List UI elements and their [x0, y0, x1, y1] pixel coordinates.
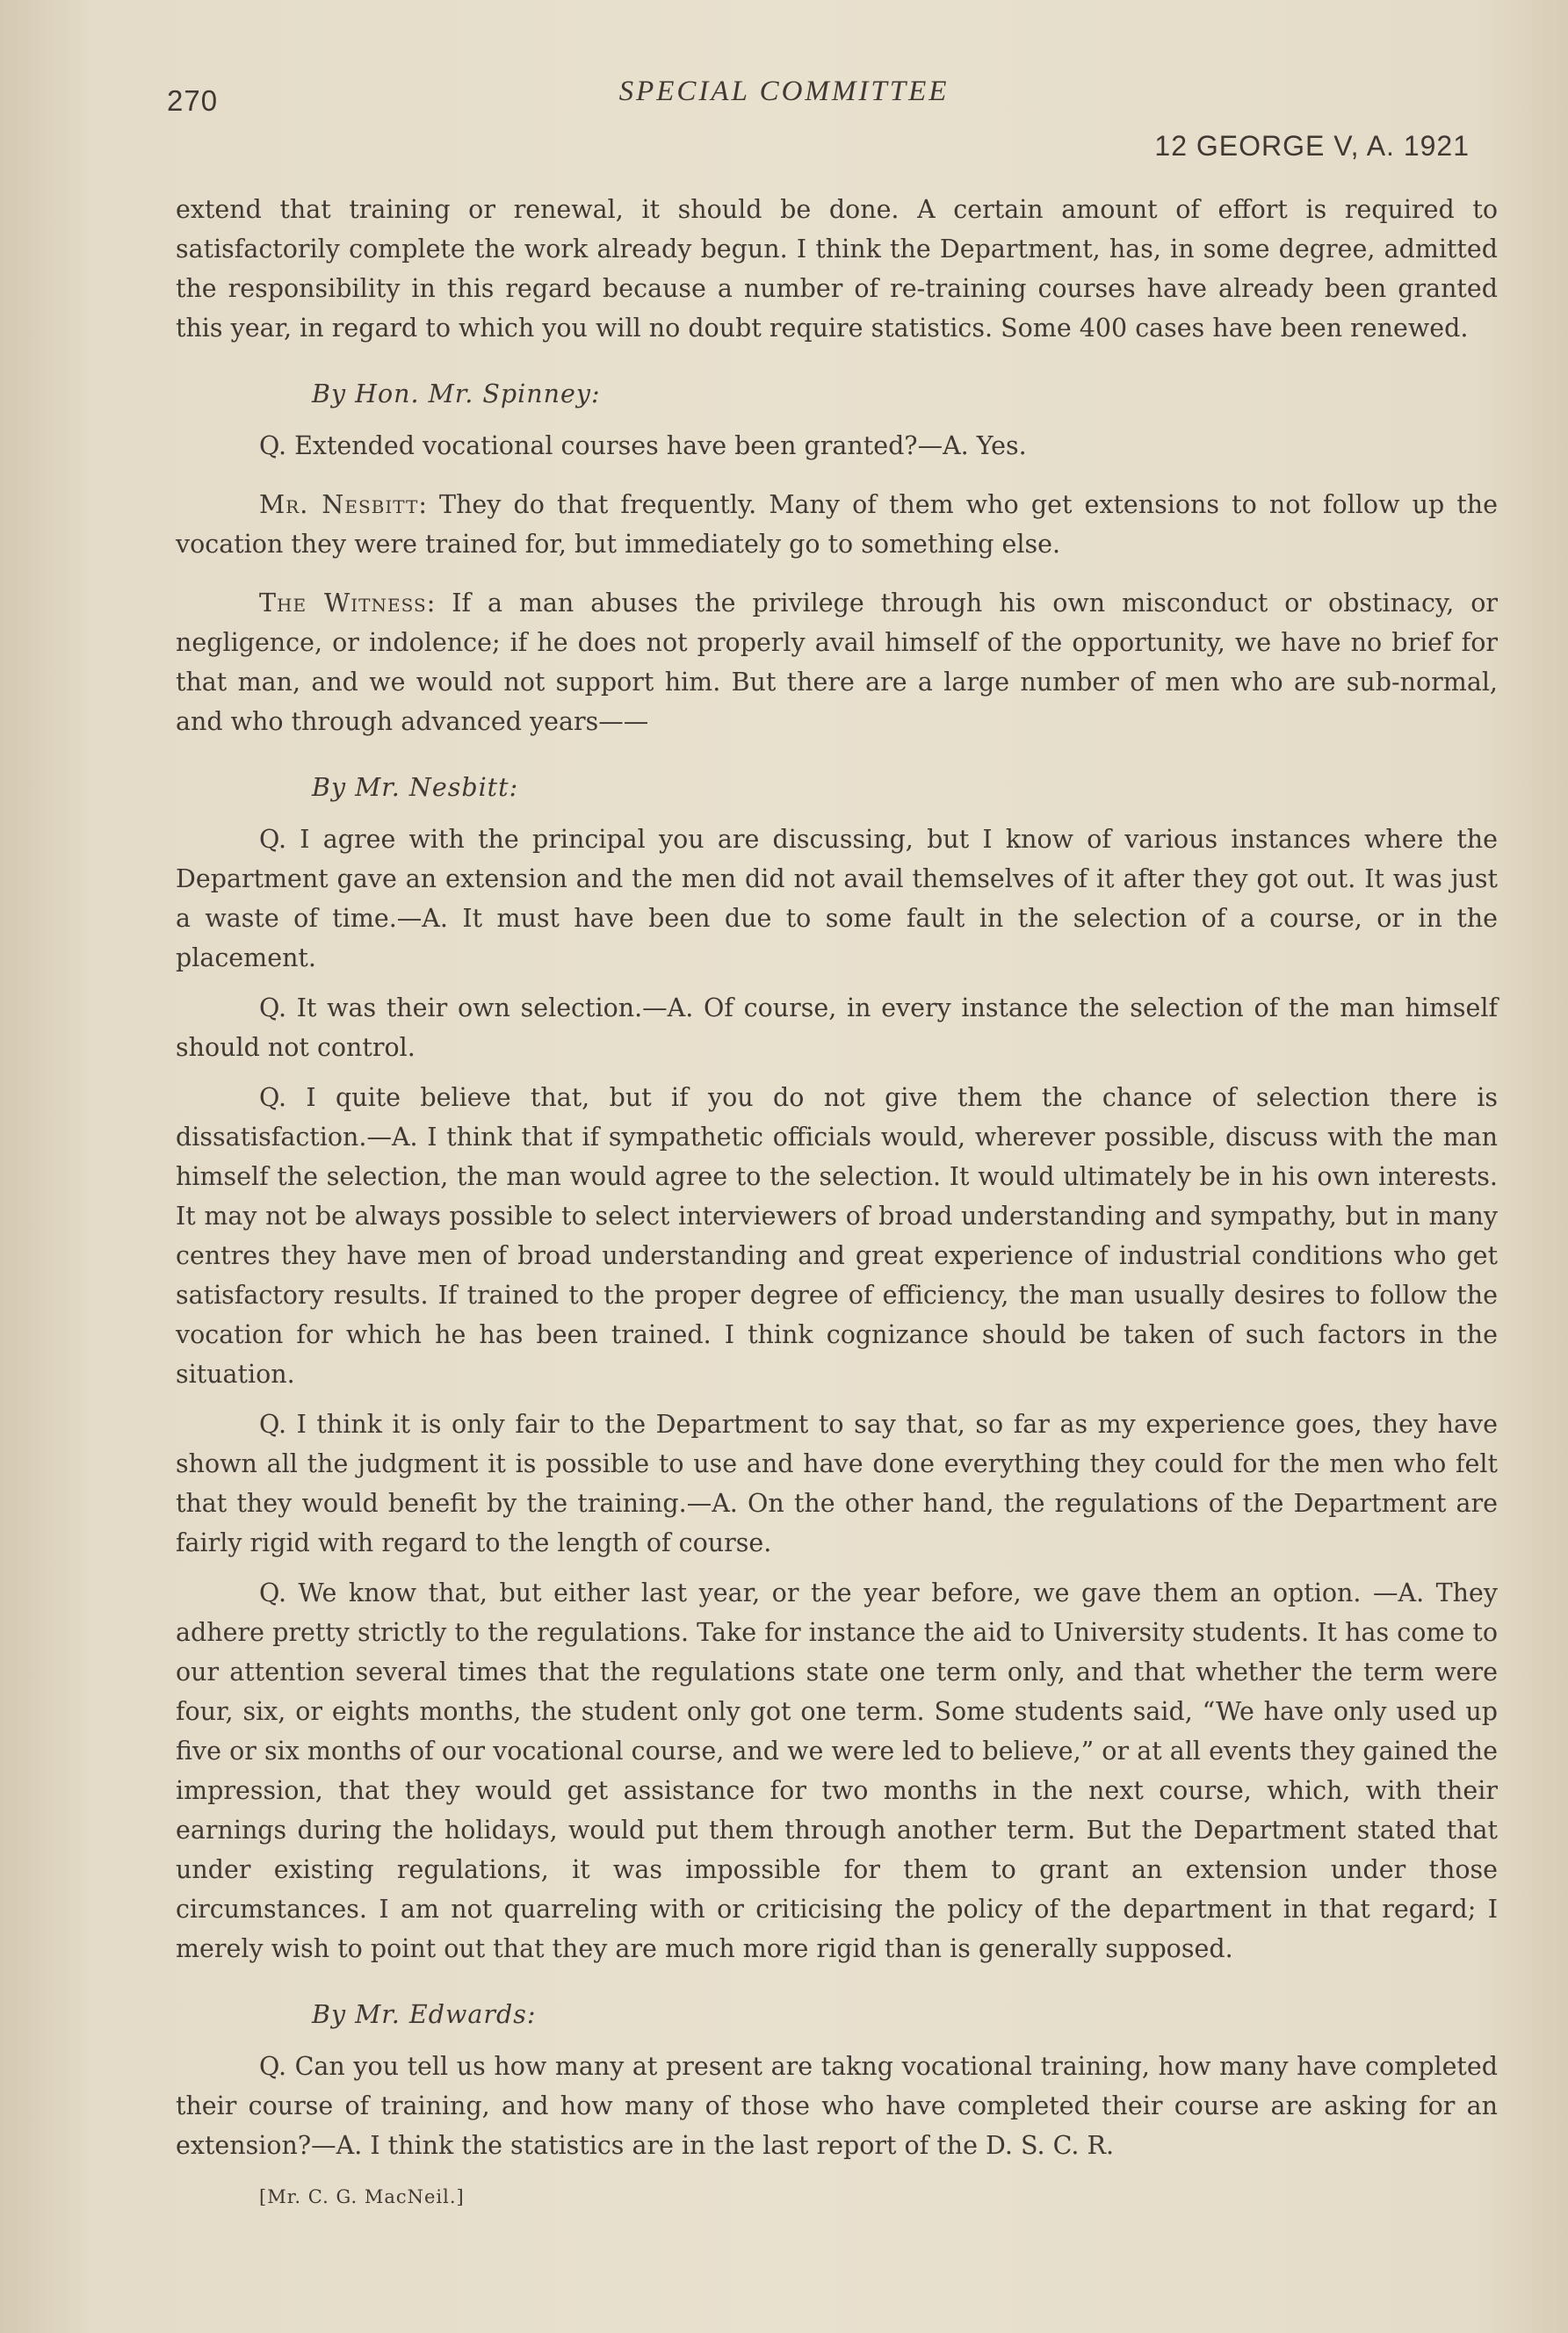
statement-text: : They do that frequently. Many of them who get extensions to not follow up the vocation they were trained for, but immediately go to something else. — [176, 490, 1499, 559]
body-text — [176, 190, 1498, 2217]
paragraph-question: Q. We know that, but either last year, or the year before, we gave them an option. —A. They adhere pretty strictly to the regulations. Take for instance the aid to University students. It has come to our attention several times that the regulations state one term only, and that whether the term were four, six, or eights months, the student only got one term. Some students said, “We have only used up five or six months of our vocational course, and we were led to believe,” or at all events they gained the impression, that they would get assistance for two months in the next course, which, with their earnings during the holidays, would put them through another term. But the Department stated that under existing regulations, it was impossible for them to grant an extension under those circumstances. I am not quarreling with or criticising the policy of the department in that regard; I merely wish to point out that they are much more rigid than is generally supposed. — [176, 1578, 1498, 1963]
paragraph-question: Q. Can you tell us how many at present are takng vocational training, how many have completed their course of training, and how many of those who have completed their course are asking for an extension?—A. I think the statistics are in the last report of the D. S. C. R. — [176, 2052, 1498, 2160]
page-number: 270 — [167, 84, 219, 117]
speaker-name: Mr. Nesbitt — [259, 490, 419, 519]
examiner-heading: By Mr. Nesbitt: — [312, 773, 519, 802]
paragraph-question: Q. I think it is only fair to the Department to say that, so far as my experience goes, they have shown all the judgment it is possible to use and have done everything they could for the men who felt that they would benefit by the training.—A. On the other hand, the regulations of the Department are fairly rigid with regard to the length of course. — [176, 1410, 1498, 1557]
examiner-heading: By Hon. Mr. Spinney: — [312, 379, 601, 408]
paragraph-statement — [176, 485, 1498, 564]
footer-witness-note: [Mr. C. G. MacNeil.] — [259, 2186, 465, 2207]
running-title: SPECIAL COMMITTEE — [618, 76, 950, 107]
paragraph-question: Q. It was their own selection.—A. Of course, in every instance the selection of the man himself should not control. — [176, 993, 1498, 1062]
session-reference: 12 GEORGE V, A. 1921 — [1154, 130, 1470, 162]
paragraph-statement — [176, 583, 1498, 741]
paragraph-question: Q. I quite believe that, but if you do not give them the chance of selection there is dissatisfaction.—A. I think that if sympathetic officials would, wherever possible, discuss with the man himself the selection, the man would agree to the selection. It would ultimately be in his own interests. It may not be always possible to select interviewers of broad understanding and sympathy, but in many centres they have men of broad understanding and great experience of industrial conditions who get satisfactory results. If trained to the proper degree of efficiency, the man usually desires to follow the vocation for which he has been trained. I think cognizance should be taken of such factors in the situation. — [176, 1083, 1498, 1389]
examiner-heading: By Mr. Edwards: — [312, 2000, 537, 2029]
paragraph-question: Q. Extended vocational courses have been granted?—A. Yes. — [259, 431, 1027, 460]
paragraph-question: Q. I agree with the principal you are discussing, but I know of various instances where the Department gave an extension and the men did not avail themselves of it after they got out. It was just a waste of time.—A. It must have been due to some fault in the selection of a course, or in the placement. — [176, 825, 1498, 972]
paragraph-continuation: extend that training or renewal, it should be done. A certain amount of effort is required to satisfactorily complete the work already begun. I think the Department, has, in some degree, admitted the responsibility in this regard because a number of re-training courses have already been granted this year, in regard to which you will no doubt require statistics. Some 400 cases have been renewed. — [176, 195, 1498, 343]
statement-text: : If a man abuses the privilege through his own misconduct or obstinacy, or negligence, or indolence; if he does not properly avail himself of the opportunity, we have no brief for that man, and we would not support him. But there are a large number of men who are sub-normal, and who through advanced years—— — [176, 589, 1498, 736]
speaker-name: The Witness — [259, 589, 427, 618]
